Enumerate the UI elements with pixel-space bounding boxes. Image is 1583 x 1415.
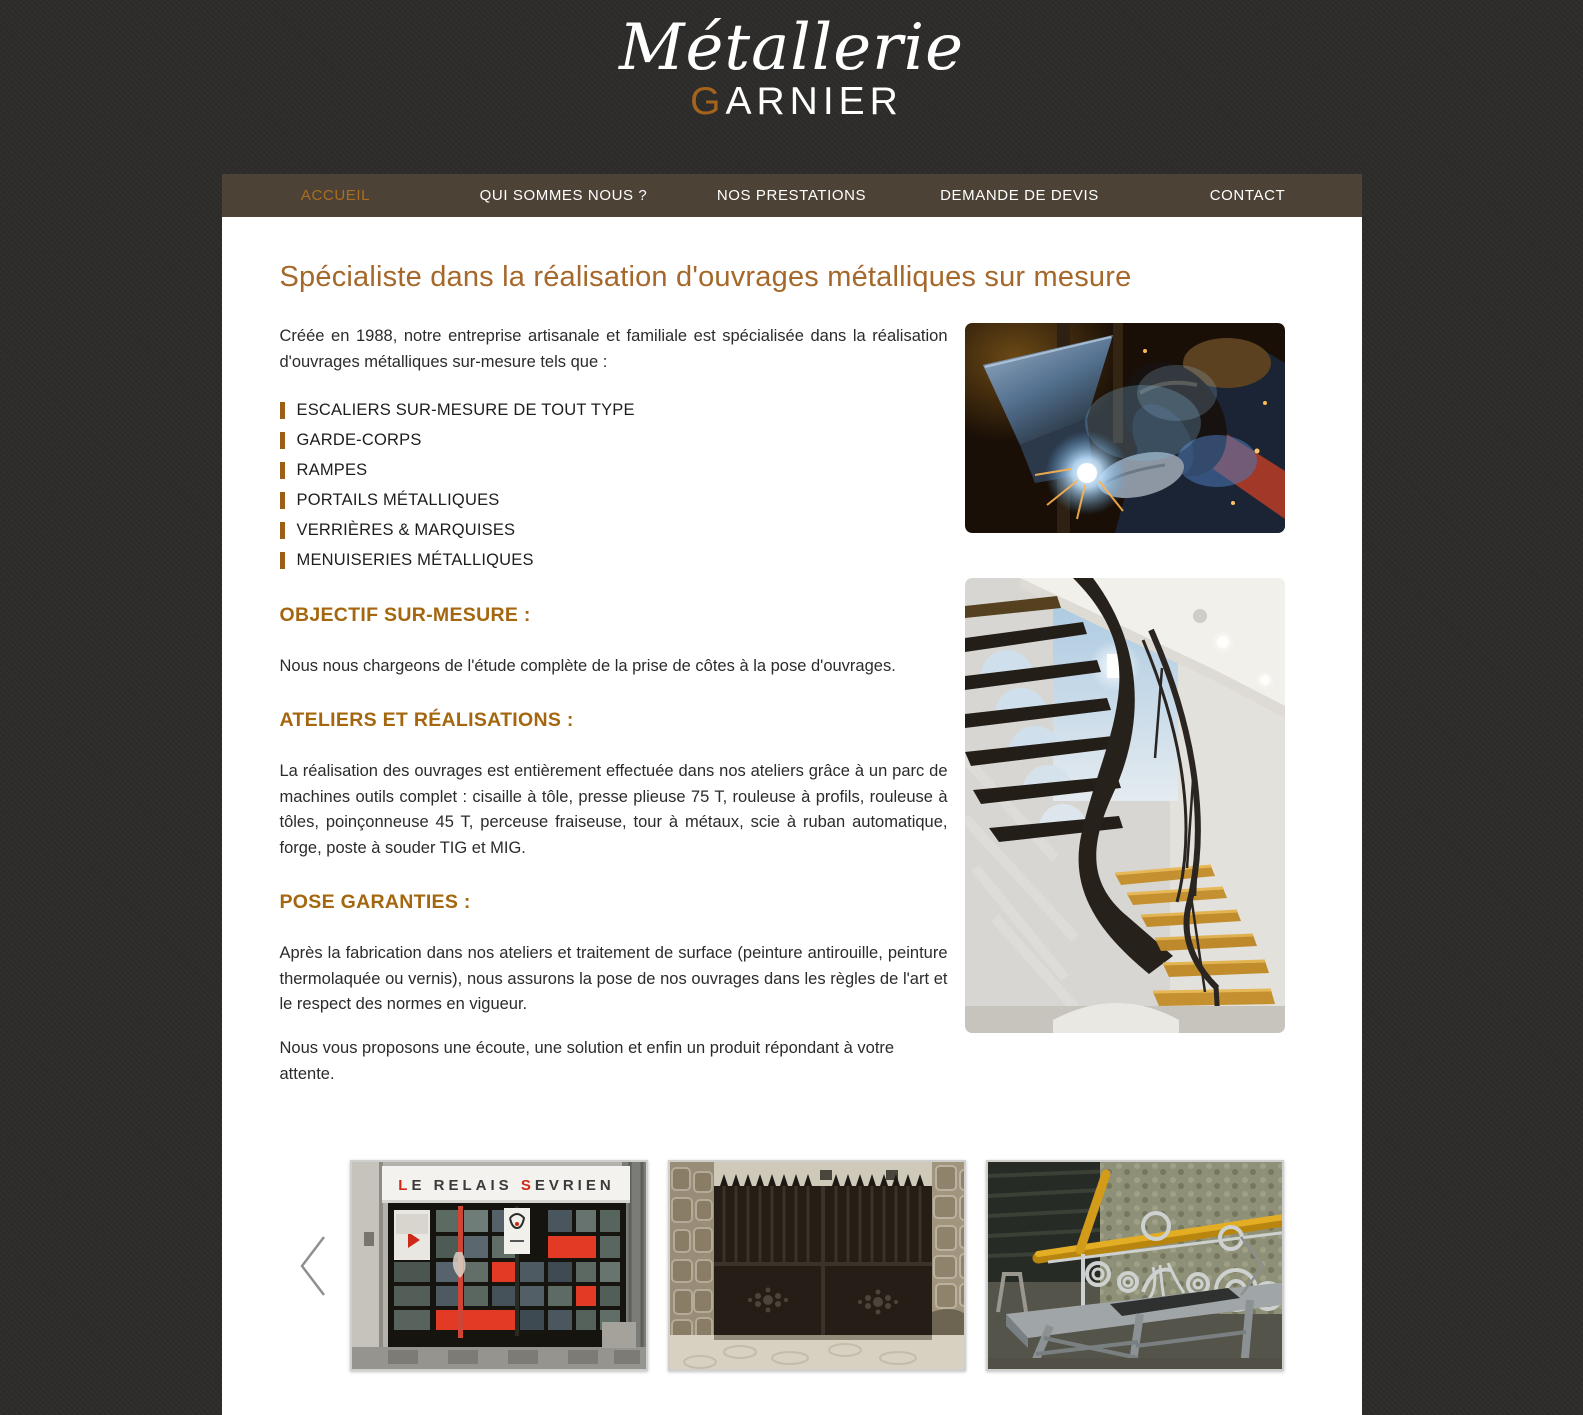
gate-illustration	[670, 1162, 966, 1369]
bullet-bar-icon	[280, 552, 285, 569]
service-label: GARDE-CORPS	[296, 430, 422, 449]
logo-rest: ARNIER	[725, 80, 903, 123]
main-nav	[222, 174, 1362, 217]
carousel-next-button[interactable]	[1231, 1232, 1271, 1300]
service-label: MENUISERIES MÉTALLIQUES	[296, 550, 534, 569]
service-label: PORTAILS MÉTALLIQUES	[296, 490, 500, 509]
site-logo	[0, 0, 1583, 174]
logo-word	[10, 82, 1583, 121]
section-paragraph: Nous vous proposons une écoute, une solution et enfin un produit répondant à votre attente.	[279, 1039, 895, 1083]
page-title: Spécialiste dans la réalisation d'ouvrages métalliques sur mesure	[279, 261, 1132, 293]
nav-item-demande-de-devis[interactable]: DEMANDE DE DEVIS	[940, 187, 1099, 204]
nav-item-contact[interactable]: CONTACT	[1209, 187, 1286, 204]
list-item	[280, 515, 948, 545]
welder-photo	[965, 323, 1285, 533]
bullet-bar-icon	[280, 432, 285, 449]
carousel-prev-button[interactable]	[294, 1232, 334, 1300]
list-item	[280, 455, 948, 485]
carousel-slides	[280, 1160, 1285, 1371]
logo-initial: G	[690, 80, 726, 123]
nav-item-qui-sommes-nous[interactable]: QUI SOMMES NOUS ?	[479, 187, 648, 204]
list-item	[280, 485, 948, 515]
service-label: RAMPES	[296, 460, 368, 479]
gallery-item-gate[interactable]	[668, 1160, 966, 1371]
content-columns	[280, 323, 1285, 1087]
section-heading-ateliers: ATELIERS ET RÉALISATIONS :	[279, 708, 574, 731]
list-item	[280, 425, 948, 455]
logo-script-text: Métallerie	[618, 11, 965, 85]
section-heading-pose: POSE GARANTIES :	[279, 890, 471, 913]
section-heading-objectif: OBJECTIF SUR-MESURE :	[279, 604, 531, 627]
list-item	[280, 395, 948, 425]
sign-text: E RELAIS	[411, 1176, 521, 1194]
staircase-illustration	[965, 578, 1285, 1033]
nav-item-nos-prestations[interactable]: NOS PRESTATIONS	[716, 187, 867, 204]
staircase-photo	[965, 578, 1285, 1033]
sign-text: EVRIEN	[534, 1176, 615, 1194]
storefront-sign	[384, 1169, 630, 1201]
bullet-bar-icon	[280, 522, 285, 539]
services-list	[280, 395, 948, 575]
gallery-carousel	[280, 1160, 1285, 1375]
sign-letter: S	[520, 1176, 535, 1194]
sign-letter: L	[398, 1176, 412, 1194]
service-label: VERRIÈRES & MARQUISES	[296, 520, 516, 539]
intro-paragraph: Créée en 1988, notre entreprise artisanale et familiale est spécialisée dans la réalisation d'ouvrages métalliques sur-mesure tels que :	[279, 327, 948, 372]
section-paragraph: Nous nous chargeons de l'étude complète de la prise de côtes à la pose d'ouvrages.	[279, 657, 896, 676]
site-container	[222, 174, 1362, 1415]
section-paragraph: Après la fabrication dans nos ateliers et traitement de surface (peinture antirouille, peinture thermolaquée ou vernis), nous assurons la pose de nos ouvrages dans les règles de l'art et le respect des normes en vigueur.	[279, 943, 948, 1014]
chevron-right-icon	[1231, 1232, 1271, 1300]
image-column	[965, 323, 1285, 1087]
text-column	[280, 323, 948, 1087]
nav-item-accueil[interactable]: ACCUEIL	[300, 187, 371, 204]
bullet-bar-icon	[280, 402, 285, 419]
main-content	[222, 217, 1362, 1415]
bullet-bar-icon	[280, 462, 285, 479]
welder-illustration	[965, 323, 1285, 533]
bullet-bar-icon	[280, 492, 285, 509]
list-item	[280, 545, 948, 575]
gallery-item-storefront[interactable]	[350, 1160, 648, 1371]
section-paragraph: La réalisation des ouvrages est entièrement effectuée dans nos ateliers grâce à un parc de machines outils complet : cisaille à tôle, presse plieuse 75 T, rouleuse à profils, rouleuse à tôles, poinçonneuse 45 T, perceuse fraiseuse, tour à métaux, scie à ruban automatique, forge, poste à souder TIG et MIG.	[279, 761, 948, 858]
service-label: ESCALIERS SUR-MESURE DE TOUT TYPE	[296, 400, 635, 419]
chevron-left-icon	[294, 1232, 334, 1300]
